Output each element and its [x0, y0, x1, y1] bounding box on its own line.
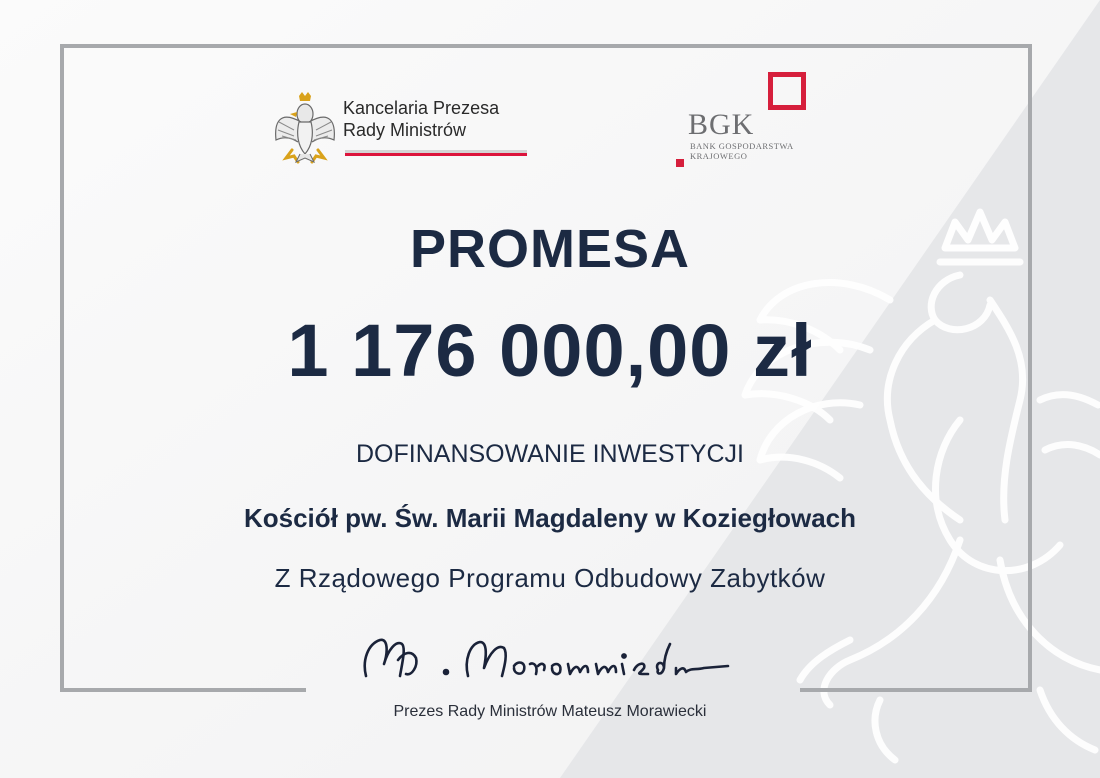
frame-top: [60, 44, 1032, 48]
kprm-name-line1: Kancelaria Prezesa: [343, 98, 500, 118]
kprm-name-line2: Rady Ministrów: [343, 120, 467, 140]
signature: [358, 630, 748, 690]
bgk-subtitle-line2: KRAJOWEGO: [690, 151, 748, 161]
frame-bottom-left: [60, 688, 306, 692]
bgk-subtitle-line1: BANK GOSPODARSTWA: [690, 141, 794, 151]
signer-name: Prezes Rady Ministrów Mateusz Morawiecki: [393, 703, 707, 720]
bgk-small-square-icon: [676, 159, 684, 167]
kprm-logo: [272, 92, 534, 166]
project-name: Kościół pw. Św. Marii Magdaleny w Koziegłowach: [243, 503, 857, 533]
polish-eagle-icon: [272, 92, 338, 164]
certificate-subtitle: DOFINANSOWANIE INWESTYCJI: [356, 440, 744, 468]
program-name: Z Rządowego Programu Odbudowy Zabytków: [274, 563, 826, 593]
bgk-logo: [672, 72, 822, 172]
kprm-name: [343, 97, 499, 141]
grant-amount: 1 176 000,00 zł: [287, 309, 813, 392]
frame-bottom-right: [800, 688, 1032, 692]
certificate-title: PROMESA: [409, 219, 691, 279]
bgk-square-icon: [768, 72, 806, 110]
flag-stripe-red: [345, 153, 527, 156]
bgk-name: BGK: [688, 108, 755, 141]
